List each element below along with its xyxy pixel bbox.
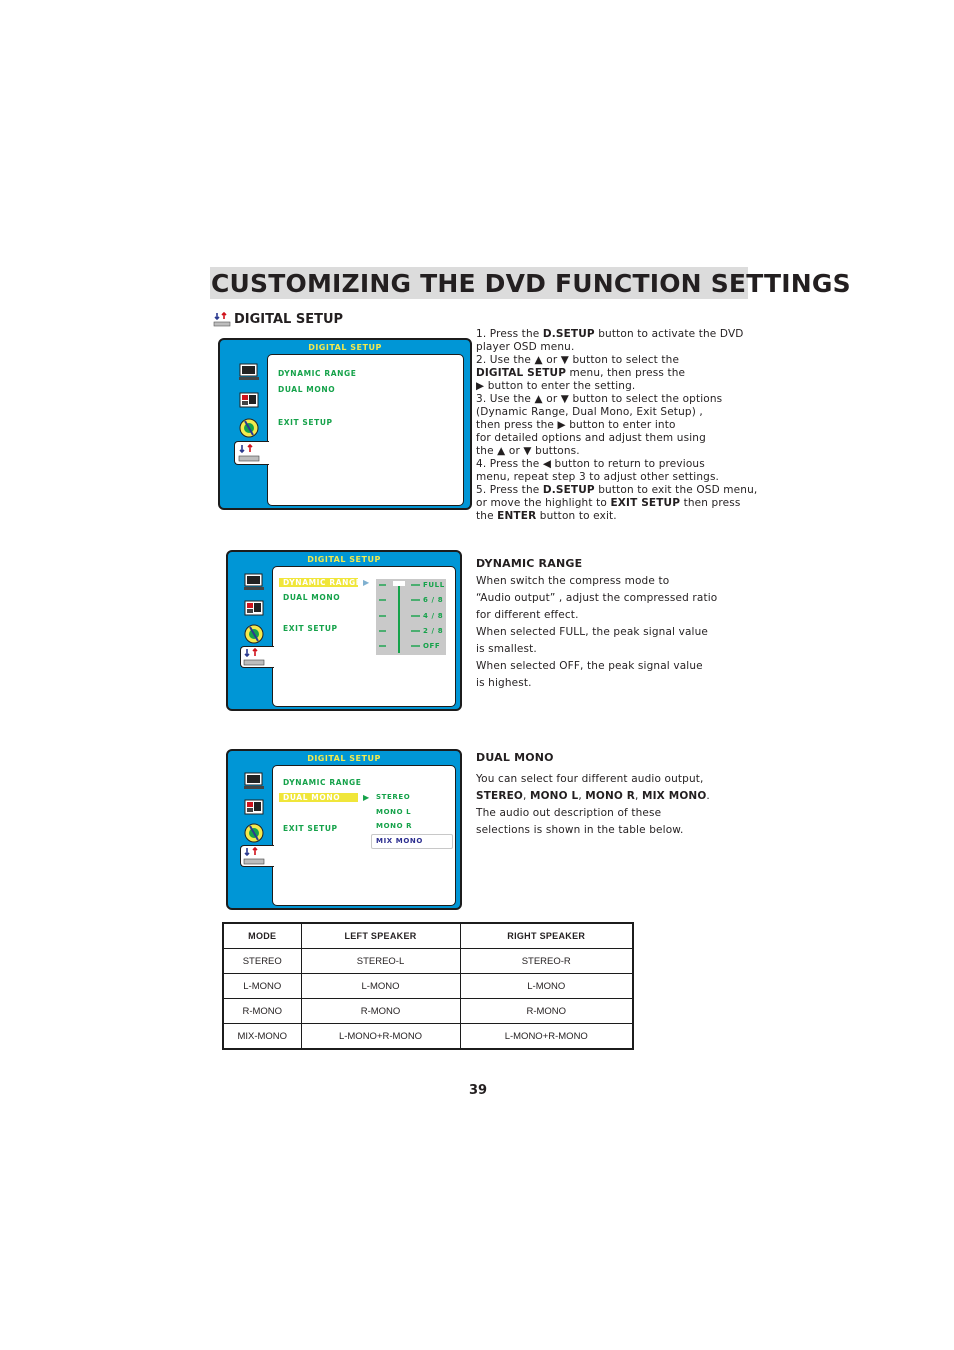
dynamic-range-line: “Audio output” , adjust the compressed ratio [476,592,718,604]
speaker-disc-icon [243,823,265,843]
tv-icon [238,362,260,382]
instruction-line: 2. Use the ▲ or ▼ button to select the [476,354,680,366]
instruction-line: the ▲ or ▼ buttons. [476,445,580,457]
speaker-arrows-icon [213,312,231,328]
table-row [223,999,633,1024]
table-cell: R-MONO [460,999,633,1024]
instruction-line: (Dynamic Range, Dual Mono, Exit Setup) , [476,406,703,418]
table-row [223,974,633,999]
osd-panel-dynamic-range [226,550,462,711]
audio-icon [243,598,265,618]
instruction-line: for detailed options and adjust them using [476,432,706,444]
menu-exit-setup[interactable]: EXIT SETUP [283,624,338,633]
menu-dual-mono[interactable]: DUAL MONO [279,793,358,802]
range-slider[interactable] [376,579,446,655]
dynamic-range-line: When selected OFF, the peak signal value [476,660,703,672]
menu-dual-mono[interactable]: DUAL MONO [283,593,341,602]
osd-header: DIGITAL SETUP [307,754,381,763]
option-mono-r[interactable]: MONO R [376,822,413,830]
instruction-line: DIGITAL SETUP menu, then press the [476,367,686,379]
instruction-line: player OSD menu. [476,341,575,353]
instruction-line: or move the highlight to EXIT SETUP then press [476,497,741,509]
audio-icon [243,797,265,817]
digital-setup-icon [243,847,265,867]
dual-mono-line: You can select four different audio output, [476,773,704,785]
dual-mono-text [476,771,710,839]
instruction-line: 3. Use the ▲ or ▼ button to select the options [476,393,723,405]
table-cell: MIX-MONO [223,1024,301,1050]
table-header-row [223,923,633,949]
audio-mode-table [222,922,634,1050]
table-cell: STEREO [223,949,301,974]
instruction-line: the ENTER button to exit. [476,510,617,522]
table-cell: R-MONO [301,999,460,1024]
dual-mono-line: selections is shown in the table below. [476,824,684,836]
option-mono-l[interactable]: MONO L [376,808,412,816]
digital-setup-icon [243,648,265,668]
osd-header: DIGITAL SETUP [308,343,382,352]
table-cell: L-MONO [460,974,633,999]
table-cell: L-MONO [301,974,460,999]
column-header-left-speaker: LEFT SPEAKER [301,923,460,949]
instructions-text [476,328,757,523]
menu-exit-setup[interactable]: EXIT SETUP [278,418,333,427]
instruction-line: 5. Press the D.SETUP button to exit the OSD menu, [476,484,758,496]
speaker-disc-icon [243,624,265,644]
audio-icon [238,390,260,410]
table-cell: STEREO-L [301,949,460,974]
dynamic-range-line: is smallest. [476,643,537,655]
range-level-2-8: 2 / 8 [423,627,444,635]
pointer-arrow-icon: ▶ [363,578,370,587]
option-mix-mono[interactable]: MIX MONO [376,837,423,845]
range-level-4-8: 4 / 8 [423,612,444,620]
table-cell: L-MONO [223,974,301,999]
menu-dynamic-range[interactable]: DYNAMIC RANGE [279,578,358,587]
speaker-disc-icon [238,418,260,438]
pointer-arrow-icon: ▶ [363,793,370,802]
table-cell: STEREO-R [460,949,633,974]
table-cell: R-MONO [223,999,301,1024]
page-number: 39 [469,1083,488,1098]
dual-mono-line: The audio out description of these [476,807,662,819]
menu-dynamic-range[interactable]: DYNAMIC RANGE [278,369,357,378]
table-row [223,1024,633,1050]
range-level-full: FULL [423,581,445,589]
instruction-line: then press the ▶ button to enter into [476,419,676,431]
osd-panel-main [218,338,472,510]
column-header-right-speaker: RIGHT SPEAKER [460,923,633,949]
menu-exit-setup[interactable]: EXIT SETUP [283,824,338,833]
dual-mono-title: DUAL MONO [476,751,554,764]
dynamic-range-line: for different effect. [476,609,579,621]
table-row [223,949,633,974]
instruction-line: 1. Press the D.SETUP button to activate the DVD [476,328,744,340]
page-title: CUSTOMIZING THE DVD FUNCTION SETTINGS [211,269,851,298]
instruction-line: menu, repeat step 3 to adjust other settings. [476,471,720,483]
dynamic-range-text [476,573,717,692]
section-title: DIGITAL SETUP [234,312,344,327]
dual-mono-line: STEREO, MONO L, MONO R, MIX MONO. [476,790,710,802]
instruction-line: 4. Press the ◀ button to return to previous [476,458,705,470]
menu-dynamic-range[interactable]: DYNAMIC RANGE [283,778,362,787]
range-level-6-8: 6 / 8 [423,596,444,604]
menu-dual-mono[interactable]: DUAL MONO [278,385,336,394]
column-header-mode: MODE [223,923,301,949]
osd-panel-dual-mono [226,749,462,910]
dynamic-range-title: DYNAMIC RANGE [476,557,583,570]
table-cell: L-MONO+R-MONO [460,1024,633,1050]
instruction-line: ▶ button to enter the setting. [476,380,636,392]
dynamic-range-line: When switch the compress mode to [476,575,670,587]
table-cell: L-MONO+R-MONO [301,1024,460,1050]
digital-setup-icon [238,444,260,464]
dynamic-range-line: When selected FULL, the peak signal value [476,626,709,638]
tv-icon [243,771,265,791]
range-level-off: OFF [423,642,441,650]
osd-header: DIGITAL SETUP [307,555,381,564]
tv-icon [243,572,265,592]
dynamic-range-line: is highest. [476,677,532,689]
option-stereo[interactable]: STEREO [376,793,411,801]
